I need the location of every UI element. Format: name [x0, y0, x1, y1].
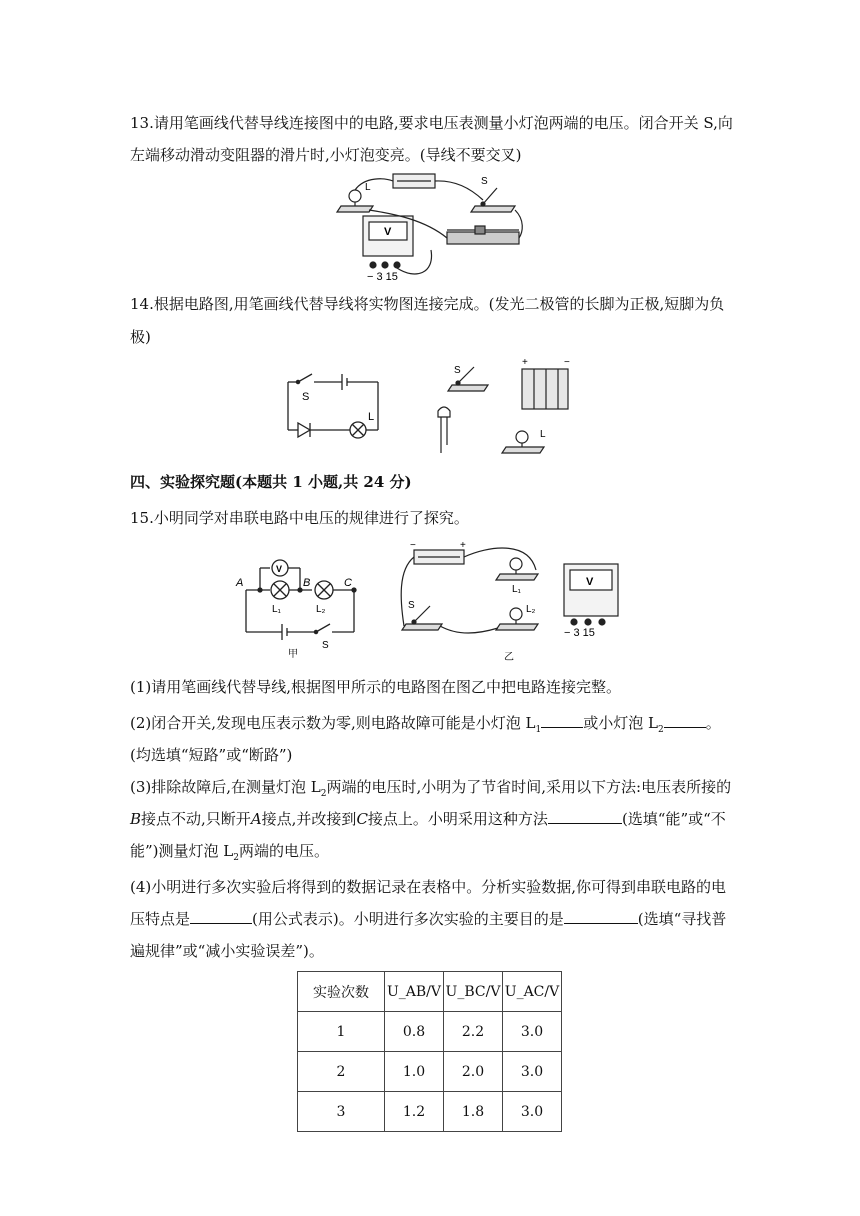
q13-line-2: 左端移动滑动变阻器的滑片时,小灯泡变亮。(导线不要交叉) [130, 146, 522, 164]
blank-method-answer[interactable] [548, 809, 622, 824]
q15-jia-c-label: C [344, 577, 352, 589]
table-header: 实验次数 [298, 972, 385, 1012]
table-row [298, 1052, 562, 1092]
q15-part-3-line-3: 能”)测量灯泡 $L_2$两端的电压。 [130, 842, 330, 863]
blank-formula[interactable] [190, 909, 252, 924]
q15-jia-v-label: V [276, 564, 283, 574]
q15-jia-a-label: A [236, 577, 244, 589]
q15-figure-yi [398, 540, 628, 665]
q14-line-2: 极) [130, 328, 151, 346]
q14-lamp-label: L [540, 429, 546, 440]
q13-line-1: 13.请用笔画线代替导线连接图中的电路,要求电压表测量小灯泡两端的电压。闭合开关 S,向 [130, 114, 733, 132]
table-cell: 3.0 [503, 1092, 562, 1132]
q14-circuit-diagram [280, 370, 390, 445]
q13-switch-label: S [481, 176, 488, 187]
q14-diagram-s-label: S [302, 391, 310, 403]
q15-jia-b-label: B [303, 577, 311, 589]
table-header: U_AB/V [385, 972, 444, 1012]
q15-jia-l1-label: L₁ [272, 604, 281, 615]
q15-yi-v-label: V [586, 576, 594, 588]
q15-yi-minus-label: − [410, 540, 416, 551]
table-cell: 3 [298, 1092, 385, 1132]
table-cell: 1.2 [385, 1092, 444, 1132]
table-cell: 3.0 [503, 1012, 562, 1052]
q15-part-3-line-1: (3)排除故障后,在测量灯泡 $L_2$两端的电压时,小明为了节省时间,采用以下方法:电压表所接的 [130, 778, 732, 799]
q14-line-1: 14.根据电路图,用笔画线代替导线将实物图连接完成。(发光二极管的长脚为正极,短脚为负 [130, 295, 725, 313]
table-row [298, 1012, 562, 1052]
q15-jia-caption: 甲 [288, 649, 298, 660]
q15-part-2-line-2: (均选填“短路”或“断路”) [130, 746, 293, 764]
table-cell: 1.8 [444, 1092, 503, 1132]
q15-intro: 15.小明同学对串联电路中电压的规律进行了探究。 [130, 509, 469, 527]
q14-plus-label: + [522, 357, 528, 368]
table-header-row [298, 972, 562, 1012]
q15-yi-l1-label: L₁ [512, 584, 521, 595]
blank-purpose[interactable] [564, 909, 638, 924]
section-4-title: 四、实验探究题(本题共 1 小题,共 24 分) [130, 473, 412, 491]
table-cell: 1.0 [385, 1052, 444, 1092]
table-cell: 2 [298, 1052, 385, 1092]
q14-real-components [430, 355, 590, 465]
q15-part-4-line-1: (4)小明进行多次实验后将得到的数据记录在表格中。分析实验数据,你可得到串联电路的电 [130, 878, 727, 896]
table-cell: 2.0 [444, 1052, 503, 1092]
blank-l1-fault[interactable] [541, 713, 583, 728]
table-cell: 1 [298, 1012, 385, 1052]
q15-part-2-line-1: (2)闭合开关,发现电压表示数为零,则电路故障可能是小灯泡 $L_1$ 或小灯泡 $L_2$ 。 [130, 714, 721, 735]
q14-switch-label: S [454, 365, 461, 376]
table-cell: 2.2 [444, 1012, 503, 1052]
q15-jia-s-label: S [322, 640, 329, 651]
q14-minus-label: − [564, 357, 570, 368]
table-row [298, 1092, 562, 1132]
q15-part-4-line-3: 遍规律”或“减小实验误差”)。 [130, 942, 324, 960]
table-cell: 0.8 [385, 1012, 444, 1052]
q13-lamp-label: L [365, 182, 371, 193]
q15-yi-plus-label: + [460, 540, 466, 551]
q13-meter-terminals: − 3 15 [367, 271, 398, 283]
table-cell: 3.0 [503, 1052, 562, 1092]
q15-part-1: (1)请用笔画线代替导线,根据图甲所示的电路图在图乙中把电路连接完整。 [130, 678, 622, 696]
q15-yi-caption: 乙 [504, 652, 514, 663]
q15-jia-l2-label: L₂ [316, 604, 326, 615]
table-header: U_AC/V [503, 972, 562, 1012]
q15-part-4-line-2: 压特点是 (用公式表示)。小明进行多次实验的主要目的是 (选填“寻找普 [130, 910, 727, 928]
data-table [297, 971, 562, 1132]
q15-part-3-line-2: B接点不动,只断开A接点,并改接到C接点上。小明采用这种方法 (选填“能”或“不 [130, 810, 726, 828]
q13-meter-label: V [384, 226, 392, 238]
q15-yi-l2-label: L₂ [526, 604, 536, 615]
q15-yi-terminals: − 3 15 [564, 627, 595, 639]
blank-l2-fault[interactable] [664, 713, 706, 728]
q13-figure [335, 170, 535, 285]
q15-figure-jia [230, 550, 370, 660]
q15-yi-s-label: S [408, 600, 415, 611]
table-header: U_BC/V [444, 972, 503, 1012]
q14-diagram-l-label: L [368, 411, 375, 423]
